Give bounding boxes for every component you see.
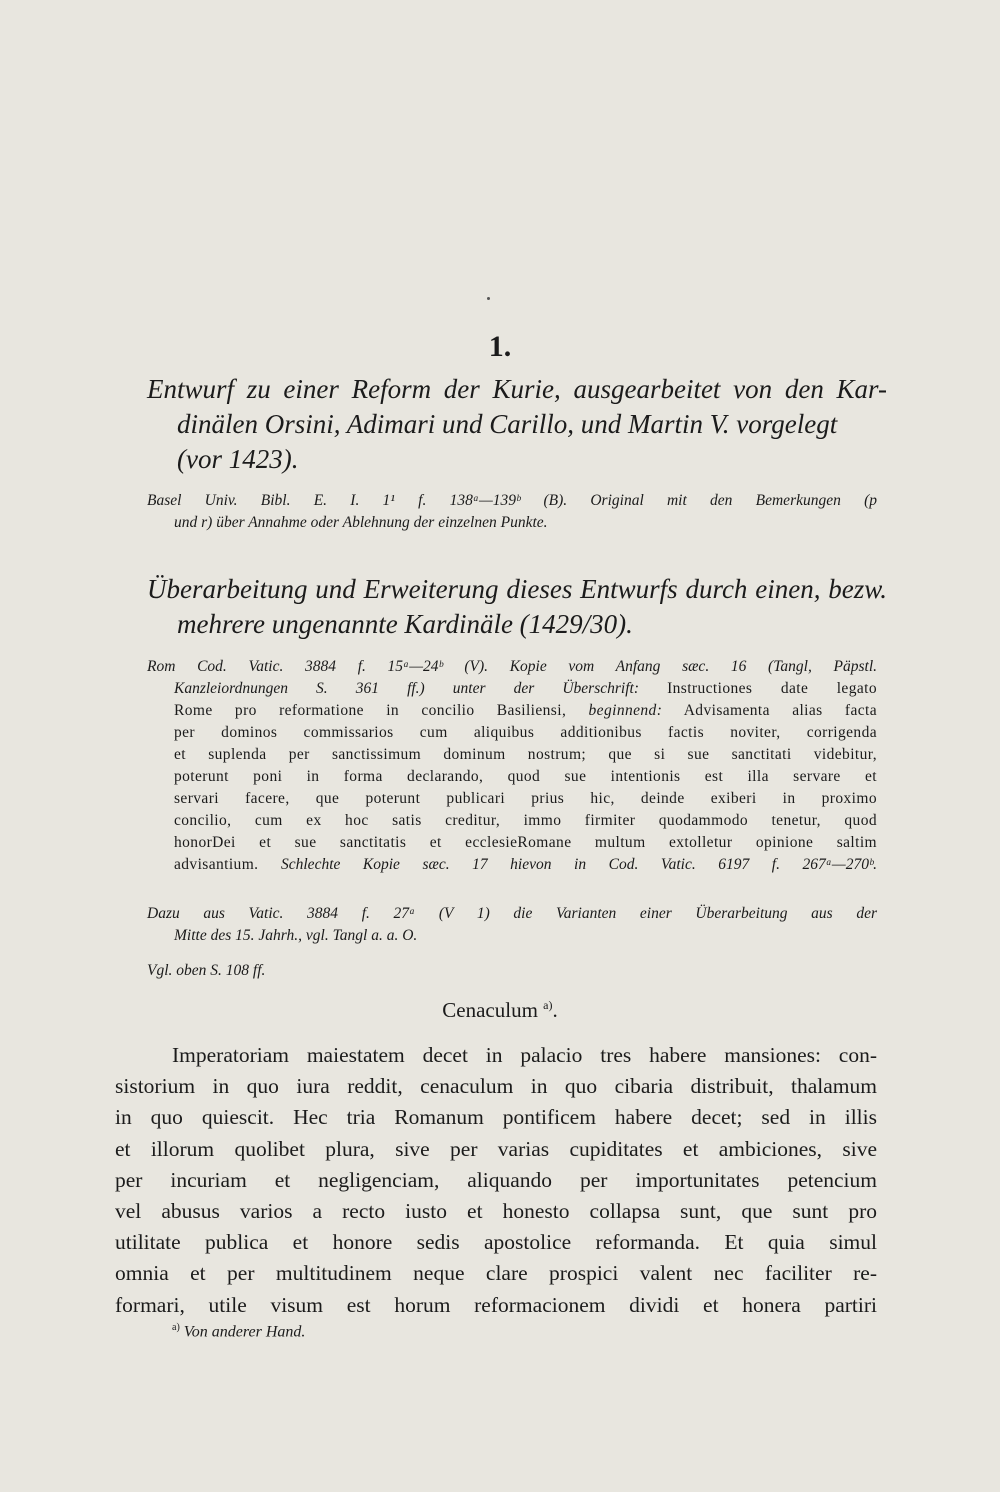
cross-reference-text: Vgl. oben S. 108 ff.: [147, 962, 266, 979]
footnote-marker: a): [543, 998, 553, 1012]
description-line: [147, 700, 877, 722]
description-line: honorDei et sue sanctitatis et ecclesieRomane multum extolletur opinione saltim: [174, 834, 877, 851]
heading-line: mehrere ungenannte Kardinäle (1429/30).: [177, 609, 633, 639]
manuscript-description: [147, 656, 877, 876]
description-latin: Advisamenta alias facta: [683, 702, 878, 719]
description-italic: Kanzleiordnungen S. 361 ff.) unter der Überschrift:: [174, 680, 639, 697]
description-line: concilio, cum ex hoc satis creditur, immo firmiter quodammodo tenetur, quod: [174, 812, 877, 829]
body-line: omnia et per multitudinem neque clare prospici valent nec faciliter re-: [115, 1261, 877, 1286]
heading-line: dinälen Orsini, Adimari und Carillo, und Martin V. vorgelegt: [177, 409, 838, 439]
description-line: servari facere, que poterunt publicari prius hic, deinde exiberi in proximo: [174, 790, 877, 807]
document-heading: [147, 372, 887, 477]
body-line: et illorum quolibet plura, sive per varias cupiditates et ambiciones, sive: [115, 1136, 877, 1161]
title-period: .: [552, 998, 558, 1022]
source-line: und r) über Annahme oder Ablehnung der einzelnen Punkte.: [174, 514, 548, 531]
description-italic: Schlechte Kopie sæc. 17 hievon in Cod. Vatic. 6197 f. 267ᵃ—270ᵇ.: [281, 856, 878, 873]
description-italic: beginnend:: [588, 702, 663, 719]
description-latin: Rome pro reformatione in concilio Basiliensi,: [174, 702, 567, 719]
body-line: vel abusus varios a recto iusto et honesto collapsa sunt, que sunt pro: [115, 1199, 877, 1224]
body-line: sistorium in quo iura reddit, cenaculum in quo cibaria distribuit, thalamum: [115, 1074, 877, 1099]
variants-note: [147, 903, 877, 947]
heading-line: Entwurf zu einer Reform der Kurie, ausgearbeitet von den Kar-: [147, 374, 887, 404]
description-line: et suplenda per sanctissimum dominum nostrum; que si sue sanctitati videbitur,: [174, 746, 877, 763]
body-text: [115, 1040, 877, 1321]
body-line: per incuriam et negligenciam, aliquando per importunitates petencium: [115, 1167, 877, 1192]
body-line: in quo quiescit. Hec tria Romanum pontificem habere decet; sed in illis: [115, 1105, 877, 1130]
footnote-marker: a): [172, 1322, 180, 1333]
section-number: 1.: [488, 330, 512, 363]
footnote: [172, 1322, 305, 1341]
heading-line: (vor 1423).: [177, 444, 299, 474]
description-latin: advisantium.: [174, 856, 259, 873]
footnote-text: Von anderer Hand.: [183, 1323, 306, 1341]
description-line: [147, 854, 877, 876]
description-line: Rom Cod. Vatic. 3884 f. 15ᵃ—24ᵇ (V). Kopie vom Anfang sæc. 16 (Tangl, Päpstl.: [147, 658, 877, 675]
ink-speck: [487, 297, 490, 300]
cenaculum-title: [0, 998, 1000, 1023]
cross-reference: [147, 960, 877, 982]
description-line: [147, 678, 877, 700]
heading-line: Überarbeitung und Erweiterung dieses Entwurfs durch einen, bezw.: [147, 574, 887, 604]
body-line: formari, utile visum est horum reformacionem dividi et honera partiri: [115, 1292, 877, 1317]
description-latin: Instructiones date legato: [667, 680, 877, 697]
variants-line: Dazu aus Vatic. 3884 f. 27ᵃ (V 1) die Varianten einer Überarbeitung aus der: [147, 905, 877, 922]
revision-heading: [147, 572, 887, 642]
description-line: per dominos commissarios cum aliquibus additionibus factis noviter, corrigenda: [174, 724, 877, 741]
description-line: poterunt poni in forma declarando, quod sue intentionis est illa servare et: [174, 768, 877, 785]
body-line: utilitate publica et honore sedis apostolice reformanda. Et quia simul: [115, 1230, 877, 1255]
cenaculum-title-text: Cenaculum: [442, 998, 538, 1022]
body-line: Imperatoriam maiestatem decet in palacio tres habere mansiones: con-: [172, 1043, 877, 1067]
source-line: Basel Univ. Bibl. E. I. 1¹ f. 138ᵃ—139ᵇ (B). Original mit den Bemerkungen (p: [147, 492, 877, 509]
variants-line: Mitte des 15. Jahrh., vgl. Tangl a. a. O.: [174, 927, 418, 944]
source-note: [147, 490, 877, 534]
